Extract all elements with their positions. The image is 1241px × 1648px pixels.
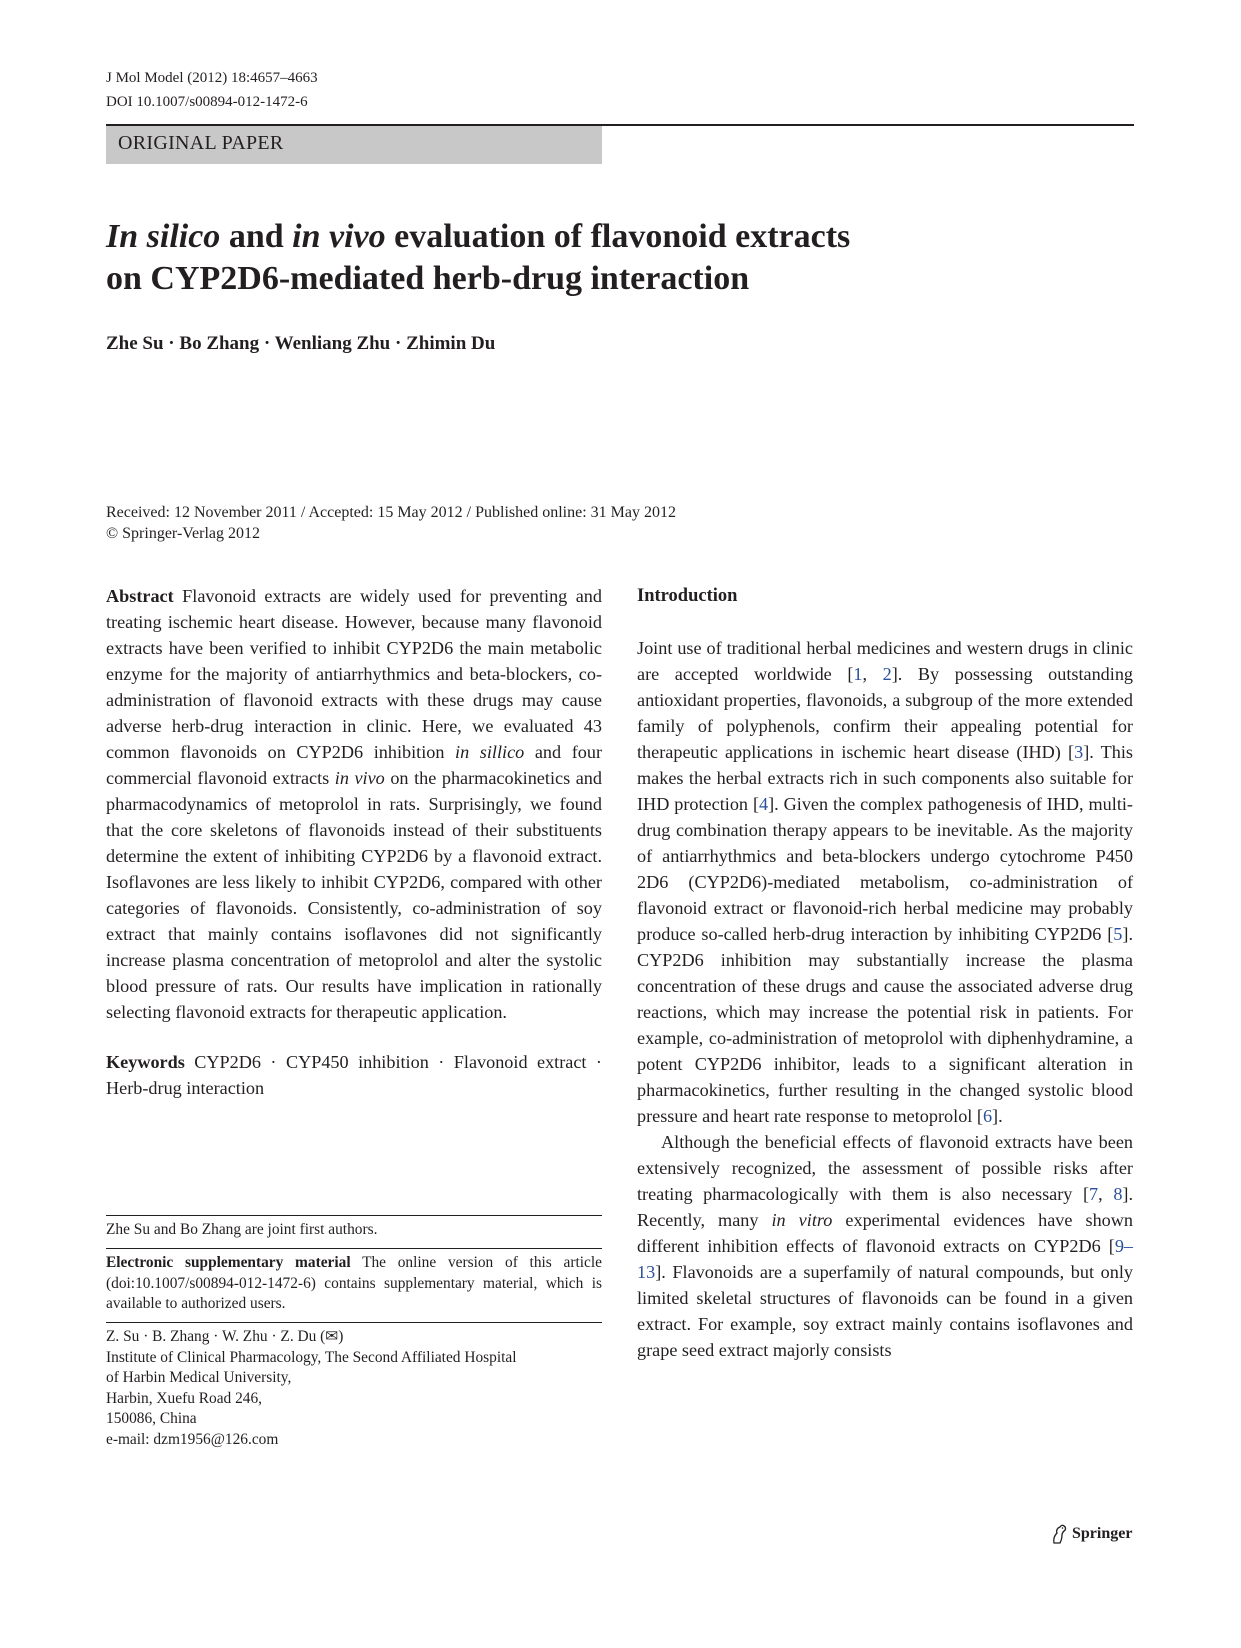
esm-note (106, 1253, 602, 1315)
doi-line: DOI 10.1007/s00894-012-1472-6 (106, 94, 308, 110)
title-italic-1: In silico (106, 218, 221, 255)
history-line: Received: 12 November 2011 / Accepted: 15 May 2012 / Published online: 31 May 2012 (106, 504, 676, 521)
citation-link[interactable]: 3 (1074, 742, 1084, 762)
publisher-name: Springer (1072, 1525, 1133, 1542)
abstract-text-3: on the pharmacokinetics and pharmacodynamics of metoprolol in rats. Surprisingly, we found that the core skeletons of flavonoids instead of their substituents determine the extent of inhibiting CYP2D6 by a flavonoid extract. Isoflavones are less likely to inhibit CYP2D6, compared with other categories of flavonoids. Consistently, co-administration of soy extract that mainly contains isoflavones did not significantly increase plasma concentration of metoprolol and alter the systolic blood pressure of rats. Our results have implication in rationally selecting flavonoid extracts for therapeutic application. (106, 768, 602, 1022)
affiliation-paren: ) (338, 1328, 344, 1345)
esm-text: The online version of this article (doi:10.1007/s00894-012-1472-6) contains supplementary material, which is available to authorized users. (106, 1254, 602, 1312)
citation-link[interactable]: 7 (1089, 1184, 1099, 1204)
citation-link[interactable]: 9–13 (637, 1236, 1133, 1282)
esm-label: Electronic supplementary material (106, 1254, 351, 1271)
left-column (106, 583, 602, 1101)
affiliation-names (106, 1327, 602, 1348)
title-text-2: evaluation of flavonoid extracts (385, 218, 851, 255)
affiliation-authors: Z. Su · B. Zhang · W. Zhu · Z. Du ( (106, 1328, 326, 1345)
title-text-1: and (220, 218, 293, 255)
keywords-text: CYP2D6 · CYP450 inhibition · Flavonoid extract · Herb-drug interaction (106, 1052, 602, 1098)
citation-link[interactable]: 1 (853, 664, 863, 684)
affiliation-line-3: Harbin, Xuefu Road 246, (106, 1389, 263, 1407)
abstract-label: Abstract (106, 586, 174, 606)
affiliation-email[interactable]: e-mail: dzm1956@126.com (106, 1430, 279, 1448)
footnote-rule-2 (106, 1248, 602, 1249)
joint-authors-note: Zhe Su and Bo Zhang are joint first authors. (106, 1221, 378, 1238)
keywords (106, 1049, 602, 1101)
publisher-logo (1050, 1524, 1132, 1544)
footnote-rule-3 (106, 1322, 602, 1323)
affiliation-line-4: 150086, China (106, 1410, 197, 1427)
abstract-italic-1: in sillico (455, 742, 525, 762)
section-label: ORIGINAL PAPER (118, 132, 284, 154)
paper-title (106, 216, 1106, 300)
intro-paragraph-2: Although the beneficial effects of flavonoid extracts have been extensively recognized, the assessment of possible risks after treating pharmacologically with them is also necessary [7, 8]. Recently, many in vitro experimental evidences have shown different inhibition effects of flavonoid extracts on CYP2D6 [9–13]. Flavonoids are a superfamily of natural compounds, but only limited skeletal structures of flavonoids can be found in a given extract. For example, soy extract mainly contains isoflavones and grape seed extract majorly consists (637, 1132, 1134, 1360)
author-list: Zhe Su · Bo Zhang · Wenliang Zhu · Zhimin Du (106, 333, 496, 354)
footnote-rule-1 (106, 1215, 602, 1216)
abstract-italic-2: in vivo (334, 768, 385, 788)
article-dates (106, 502, 676, 544)
right-column (637, 583, 1133, 1363)
abstract-text-1: Flavonoid extracts are widely used for preventing and treating ischemic heart disease. However, because many flavonoid extracts have been verified to inhibit CYP2D6 the main metabolic enzyme for the majority of antiarrhythmics and beta-blockers, co-administration of flavonoid extracts with these drugs may cause adverse herb-drug interaction in clinic. Here, we evaluated 43 common flavonoids on CYP2D6 inhibition (106, 586, 602, 762)
abstract (106, 583, 602, 1025)
keywords-label: Keywords (106, 1052, 185, 1072)
citation-link[interactable]: 4 (759, 794, 769, 814)
citation-link[interactable]: 8 (1113, 1184, 1123, 1204)
title-line-2: on CYP2D6-mediated herb-drug interaction (106, 260, 750, 297)
citation-link[interactable]: 6 (982, 1106, 993, 1126)
intro-paragraph-1: Joint use of traditional herbal medicines and western drugs in clinic are accepted worldwide [1, 2]. By possessing outstanding antioxidant properties, flavonoids, a subgroup of the more extended family of polyphenols, confirm their appealing potential for therapeutic applications in ischemic heart disease (IHD) [3]. This makes the herbal extracts rich in such components also suitable for IHD protection [4]. Given the complex pathogenesis of IHD, multi-drug combination therapy appears to be inevitable. As the majority of antiarrhythmics and beta-blockers undergo cytochrome P450 2D6 (CYP2D6)-mediated metabolism, co-administration of flavonoid extract or flavonoid-rich herbal medicine may probably produce so-called herb-drug interaction by inhibiting CYP2D6 [5]. CYP2D6 inhibition may substantially increase the plasma concentration of these drugs and cause the associated adverse drug reactions, which may increase the potential risk in patients. For example, co-administration of metoprolol with diphenhydramine, a potent CYP2D6 inhibitor, leads to a significant alteration in pharmacokinetics, further resulting in the changed systolic blood pressure and heart rate response to metoprolol [6]. (637, 638, 1134, 1126)
citation-link[interactable]: 2 (882, 664, 892, 684)
journal-citation (106, 66, 318, 114)
affiliation-line-2: of Harbin Medical University, (106, 1369, 292, 1386)
abstract-text-2: and four commercial flavonoid extracts (106, 742, 603, 788)
affiliation-line-1: Institute of Clinical Pharmacology, The Second Affiliated Hospital (106, 1348, 517, 1366)
journal-line: J Mol Model (2012) 18:4657–4663 (106, 70, 318, 86)
section-band (106, 126, 602, 164)
envelope-icon: ✉ (325, 1328, 339, 1345)
copyright-line: © Springer-Verlag 2012 (106, 525, 261, 542)
springer-horse-icon (1050, 1524, 1068, 1544)
intro-heading: Introduction (637, 586, 738, 606)
affiliation (106, 1327, 602, 1450)
citation-link[interactable]: 5 (1113, 924, 1123, 944)
title-italic-2: in vivo (292, 218, 386, 255)
